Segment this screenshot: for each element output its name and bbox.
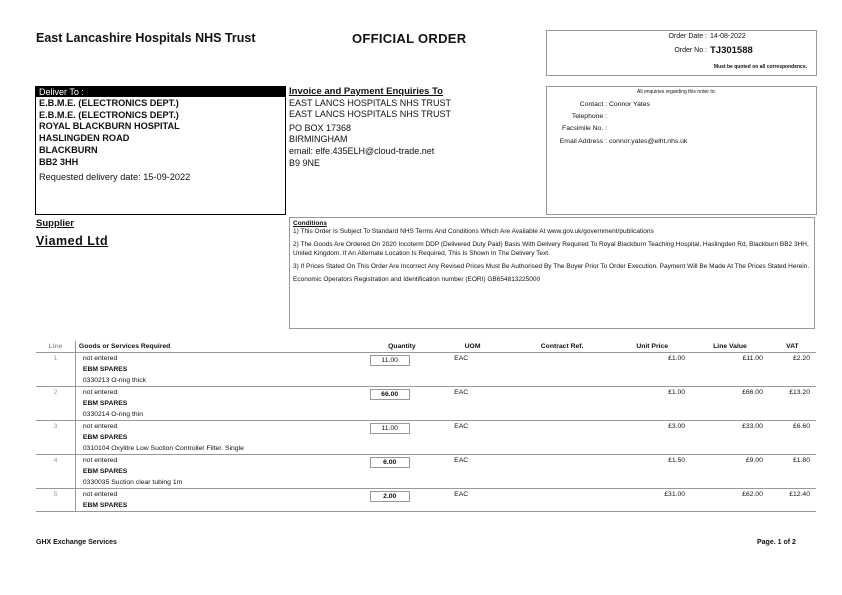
supplier-label: Supplier: [36, 218, 75, 229]
item-description: 0330213 O-ring thick: [82, 377, 147, 384]
deliver-line: E.B.M.E. (ELECTRONICS DEPT.): [39, 109, 179, 120]
item-status: not entered: [82, 423, 118, 430]
item-contract: [511, 455, 613, 489]
requested-delivery-date: Requested delivery date: 15-09-2022: [39, 172, 191, 183]
item-category: EBM SPARES: [82, 502, 128, 509]
col-line: Line: [36, 341, 75, 353]
item-category: EBM SPARES: [82, 434, 128, 441]
item-status: not entered: [82, 389, 118, 396]
item-contract: [511, 353, 613, 387]
contact-name: Connor Yates: [609, 101, 650, 108]
col-quantity: Quantity: [370, 341, 434, 353]
item-uom: EAC: [434, 455, 511, 489]
facsimile-label: Facsimile No. :: [562, 125, 607, 132]
item-status: not entered: [82, 491, 118, 498]
item-unit-price: £1.00: [613, 353, 691, 387]
table-row: [36, 455, 816, 489]
deliver-line: HASLINGDEN ROAD: [39, 133, 130, 144]
condition-item: Economic Operators Registration and Identification number (EORI) GB654813225000: [293, 276, 541, 284]
table-row: [36, 421, 816, 455]
item-uom: EAC: [434, 489, 511, 512]
table-header-row: [36, 341, 816, 353]
invoice-line: EAST LANCS HOSPITALS NHS TRUST: [289, 109, 452, 120]
item-vat: £6.60: [769, 421, 816, 455]
col-uom: UOM: [434, 341, 511, 353]
item-line-value: £11.00: [691, 353, 769, 387]
table-row: [36, 353, 816, 387]
invoice-enquiries-block: [289, 86, 544, 213]
footer-provider: GHX Exchange Services: [36, 539, 117, 546]
item-unit-price: £1.00: [613, 387, 691, 421]
item-unit-price: £3.00: [613, 421, 691, 455]
deliver-line: E.B.M.E. (ELECTRONICS DEPT.): [39, 98, 179, 108]
col-unit-price: Unit Price: [613, 341, 691, 353]
telephone-label: Telephone :: [571, 113, 607, 120]
item-contract: [511, 387, 613, 421]
order-no-label: Order No :: [674, 47, 707, 54]
order-info-box: [546, 30, 817, 76]
item-vat: £2.20: [769, 353, 816, 387]
item-line-value: £62.00: [691, 489, 769, 512]
deliver-to-label: Deliver To :: [36, 87, 285, 97]
condition-item: 1) This Order Is Subject To Standard NHS Terms And Conditions Which Are Available At www.gov.uk/government/publications: [293, 228, 654, 236]
enquiries-note: All enquiries regarding this order to:: [637, 89, 716, 95]
table-row: [36, 387, 816, 421]
item-description: 0330214 O-ring thin: [82, 411, 143, 418]
enquiries-box: [546, 86, 817, 215]
email-address: connor.yates@elht.nhs.uk: [609, 138, 688, 145]
col-goods: Goods or Services Required: [75, 341, 369, 353]
page-number: Page. 1 of 2: [757, 539, 796, 546]
invoice-label: Invoice and Payment Enquiries To: [289, 86, 443, 97]
quantity-field: 11.00: [370, 423, 410, 434]
order-date: 14-08-2022: [710, 33, 746, 40]
deliver-line: BLACKBURN: [39, 144, 98, 155]
item-line-value: £9.00: [691, 455, 769, 489]
item-uom: EAC: [434, 387, 511, 421]
item-uom: EAC: [434, 353, 511, 387]
invoice-line: email: elfe.435ELH@cloud-trade.net: [289, 145, 435, 156]
conditions-label: Conditions: [293, 220, 327, 227]
condition-item: 3) If Prices Stated On This Order Are Incorrect Any Revised Prices Must Be Authorised By The Buyer Prior To Order Execution. Payment Will Be Made At The Prices Stated Herein.: [293, 262, 810, 270]
line-number: 5: [36, 489, 75, 512]
deliver-line: ROYAL BLACKBURN HOSPITAL: [39, 121, 180, 132]
item-unit-price: £31.00: [613, 489, 691, 512]
item-description: 0310104 Oxylitre Low Suction Controller Filter. Single: [82, 445, 244, 452]
quantity-field: 11.00: [370, 355, 410, 366]
invoice-line: BIRMINGHAM: [289, 134, 348, 145]
col-vat: VAT: [769, 341, 816, 353]
item-status: not entered: [82, 355, 118, 362]
item-uom: EAC: [434, 421, 511, 455]
col-contract: Contract Ref.: [511, 341, 613, 353]
hospital-name: East Lancashire Hospitals NHS Trust: [36, 31, 256, 45]
condition-item: 2) The Goods Are Ordered On 2020 Incoterm DDP (Delivered Duty Paid) Basis With Delivery Required To Royal Blackburn Teaching Hospital, Haslingden Rd, Blackburn BB2 3HH, United Kingdom. If An Alternate Location Is Required, This Is Shown In The Delivery Text.: [293, 241, 809, 257]
quantity-field: 2.00: [370, 491, 410, 502]
quantity-field: 66.00: [370, 389, 410, 400]
item-category: EBM SPARES: [82, 468, 128, 475]
item-category: EBM SPARES: [82, 366, 128, 373]
deliver-line: BB2 3HH: [39, 156, 79, 167]
line-number: 2: [36, 387, 75, 421]
line-number: 3: [36, 421, 75, 455]
item-category: EBM SPARES: [82, 400, 128, 407]
item-contract: [511, 421, 613, 455]
email-label: Email Address :: [559, 138, 607, 145]
line-number: 4: [36, 455, 75, 489]
deliver-to-box: [35, 86, 286, 215]
item-vat: £12.40: [769, 489, 816, 512]
supplier-name: Viamed Ltd: [36, 234, 109, 248]
item-line-value: £66.00: [691, 387, 769, 421]
conditions-box: [289, 217, 815, 329]
item-vat: £13.20: [769, 387, 816, 421]
quantity-field: 6.00: [370, 457, 410, 468]
contact-label: Contact :: [579, 101, 607, 108]
item-unit-price: £1.50: [613, 455, 691, 489]
quote-note: Must be quoted on all correspondence.: [713, 64, 807, 70]
line-number: 1: [36, 353, 75, 387]
order-lines-table: [36, 341, 816, 512]
invoice-line: EAST LANCS HOSPITALS NHS TRUST: [289, 97, 452, 108]
order-date-label: Order Date :: [668, 33, 707, 40]
order-no: TJ301588: [710, 45, 753, 56]
item-vat: £1.80: [769, 455, 816, 489]
item-contract: [511, 489, 613, 512]
item-line-value: £33.00: [691, 421, 769, 455]
col-line-value: Line Value: [691, 341, 769, 353]
invoice-line: B9 9NE: [289, 157, 321, 168]
invoice-line: PO BOX 17368: [289, 122, 352, 133]
item-status: not entered: [82, 457, 118, 464]
document-title: OFFICIAL ORDER: [352, 31, 467, 46]
item-description: 0330035 Suction clear tubing 1m: [82, 479, 183, 486]
table-row: [36, 489, 816, 512]
